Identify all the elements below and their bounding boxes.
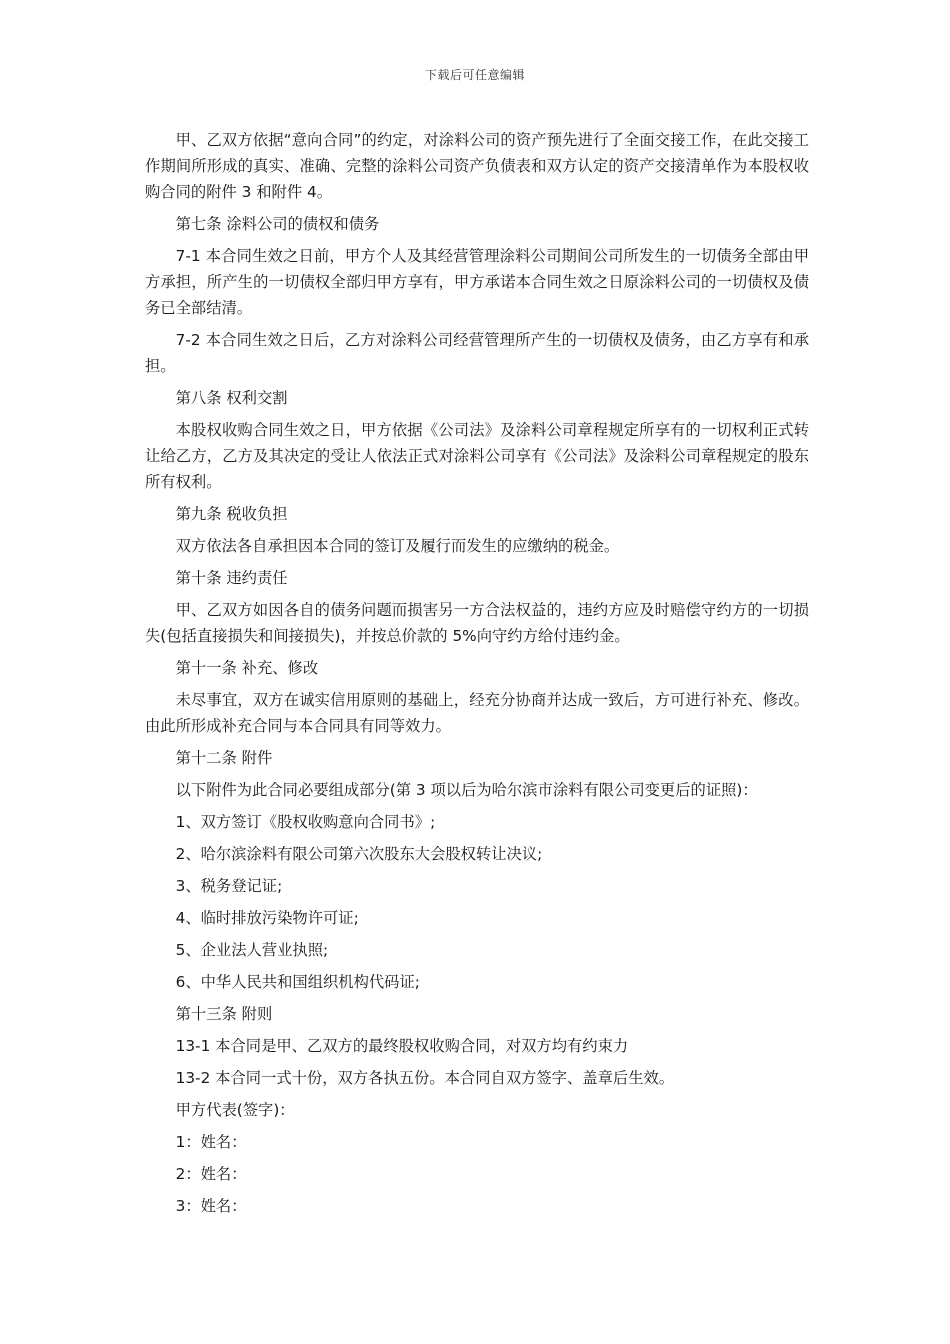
clause-7-2: 7-2 本合同生效之日后，乙方对涂料公司经营管理所产生的一切债权及债务，由乙方享有和承担。 [145, 331, 809, 375]
article-8-body: 本股权收购合同生效之日，甲方依据《公司法》及涂料公司章程规定所享有的一切权利正式转让给乙方，乙方及其决定的受让人依法正式对涂料公司享有《公司法》及涂料公司章程规定的股东所有权利。 [145, 421, 809, 491]
clause-13-2: 13-2 本合同一式十份，双方各执五份。本合同自双方签字、盖章后生效。 [175, 1069, 675, 1087]
article-11-heading: 第十一条 补充、修改 [175, 659, 319, 677]
attachment-item: 1、双方签订《股权收购意向合同书》; [175, 813, 436, 831]
page-header: 下载后可任意编辑 [424, 68, 525, 82]
attachment-item: 6、中华人民共和国组织机构代码证; [175, 973, 420, 991]
attachment-item: 5、企业法人营业执照; [175, 941, 329, 959]
clause-13-1: 13-1 本合同是甲、乙双方的最终股权收购合同，对双方均有约束力 [175, 1037, 629, 1055]
paragraph-asset-handover: 甲、乙双方依据“意向合同”的约定，对涂料公司的资产预先进行了全面交接工作，在此交接工作期间所形成的真实、准确、完整的涂料公司资产负债表和双方认定的资产交接清单作为本股权收购合同的附件 3 和附件 4。 [145, 131, 809, 201]
attachments-intro: 以下附件为此合同必要组成部分(第 3 项以后为哈尔滨市涂料有限公司变更后的证照)： [175, 781, 758, 799]
signatory-name-line: 1：姓名： [175, 1133, 247, 1151]
article-8-heading: 第八条 权利交割 [175, 389, 288, 407]
document-body [145, 127, 809, 1225]
article-11-body: 未尽事宜，双方在诚实信用原则的基础上，经充分协商并达成一致后，方可进行补充、修改。由此所形成补充合同与本合同具有同等效力。 [145, 691, 809, 735]
article-10-body: 甲、乙双方如因各自的债务问题而损害另一方合法权益的，违约方应及时赔偿守约方的一切损失(包括直接损失和间接损失)，并按总价款的 5%向守约方给付违约金。 [145, 601, 809, 645]
article-10-heading: 第十条 违约责任 [175, 569, 288, 587]
article-9-heading: 第九条 税收负担 [175, 505, 288, 523]
clause-7-1: 7-1 本合同生效之日前，甲方个人及其经营管理涂料公司期间公司所发生的一切债务全部由甲方承担，所产生的一切债权全部归甲方享有，甲方承诺本合同生效之日原涂料公司的一切债权及债务已全部结清。 [145, 247, 809, 317]
article-12-heading: 第十二条 附件 [175, 749, 273, 767]
attachment-item: 2、哈尔滨涂料有限公司第六次股东大会股权转让决议; [175, 845, 543, 863]
party-a-signature-label: 甲方代表(签字)： [175, 1101, 295, 1119]
attachment-item: 3、税务登记证; [175, 877, 283, 895]
article-9-body: 双方依法各自承担因本合同的签订及履行而发生的应缴纳的税金。 [175, 537, 620, 555]
attachment-item: 4、临时排放污染物许可证; [175, 909, 359, 927]
article-7-heading: 第七条 涂料公司的债权和债务 [175, 215, 380, 233]
signatory-name-line: 3：姓名： [175, 1197, 247, 1215]
signatory-name-line: 2：姓名： [175, 1165, 247, 1183]
article-13-heading: 第十三条 附则 [175, 1005, 273, 1023]
